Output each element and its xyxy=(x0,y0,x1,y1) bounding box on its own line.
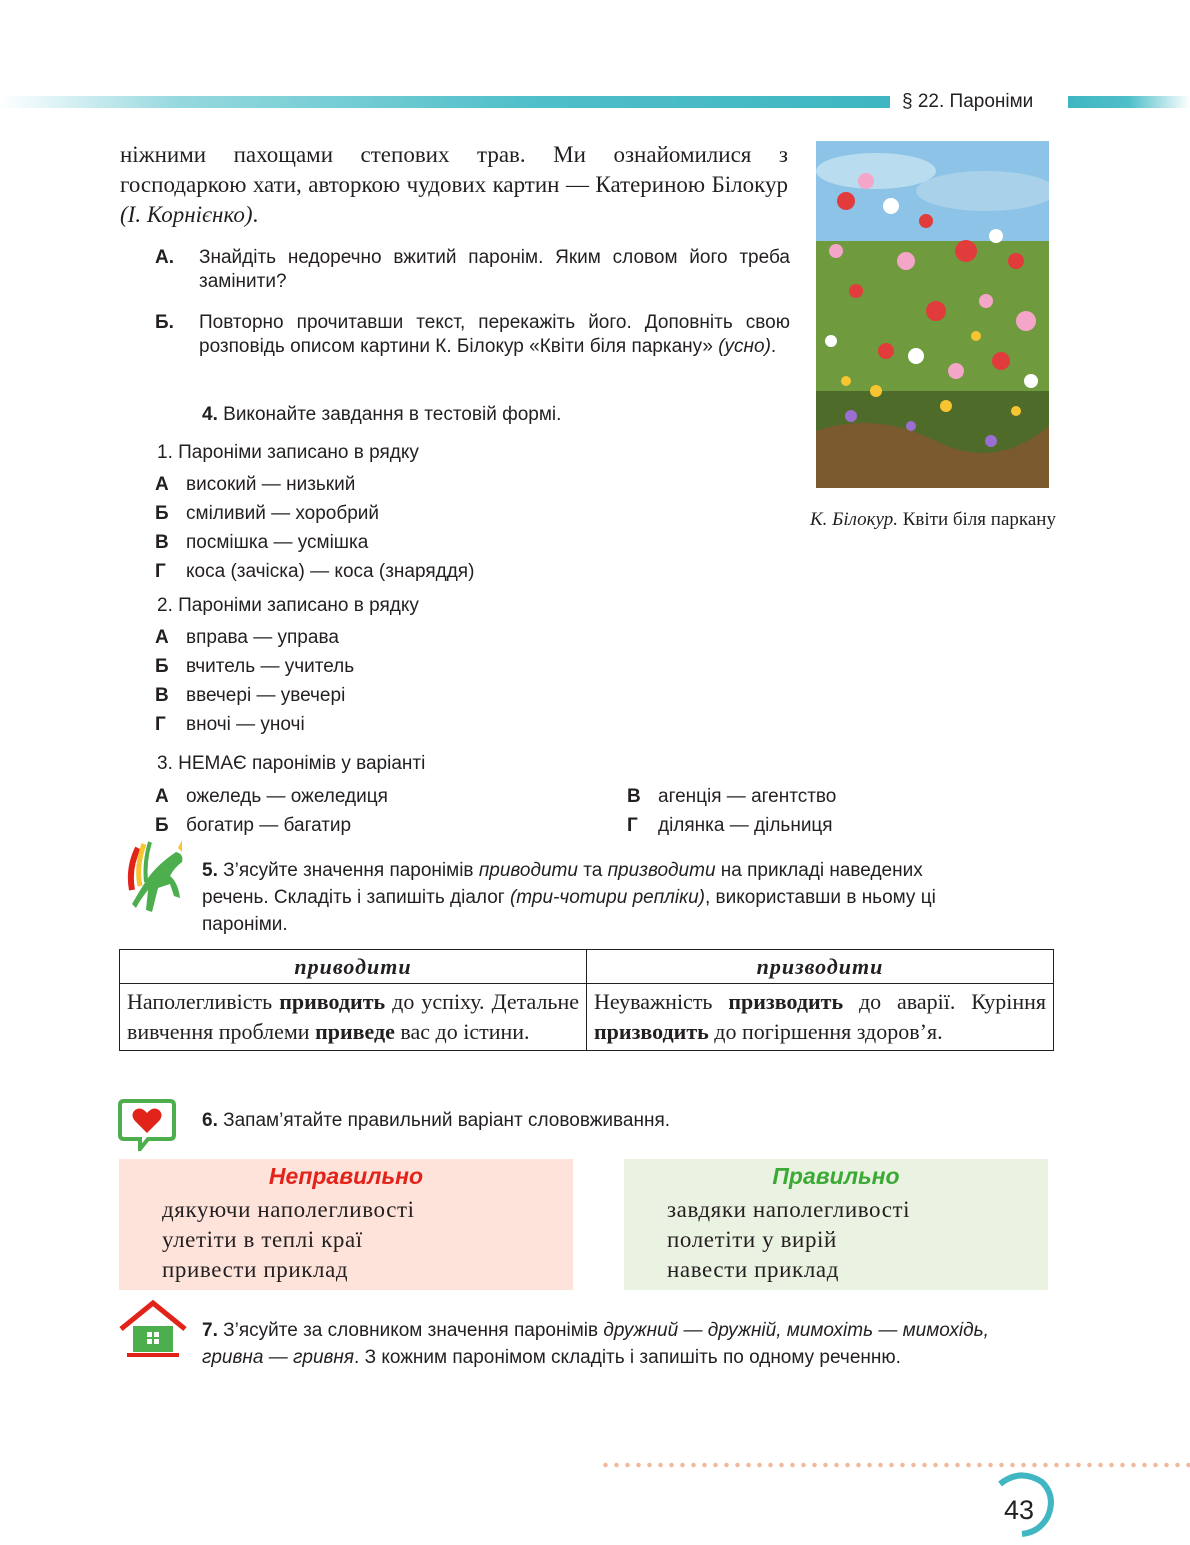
right-item: навести приклад xyxy=(667,1257,840,1282)
wrong-usage-box xyxy=(119,1159,573,1290)
section-title: § 22. Пароніми xyxy=(902,91,1034,112)
page-number: 43 xyxy=(1004,1495,1035,1525)
wrong-item: улетіти в теплі краї xyxy=(162,1227,363,1252)
question-b: Б. Повторно прочитавши текст, перекажіть його. Доповніть свою розповідь описом картини К. Білокур «Квіти біля паркану» (усно). xyxy=(155,312,790,357)
intro-paragraph: ніжними пахощами степових трав. Ми ознайомилися з господаркою хати, авторкою чудових картин — Катериною Білокур (І. Корнієнко). xyxy=(120,142,788,227)
house-icon xyxy=(119,1299,187,1359)
unicorn-icon xyxy=(118,838,198,922)
right-item: полетіти у вирій xyxy=(667,1227,837,1252)
header-bar-right xyxy=(1068,96,1190,108)
wrong-item: привести приклад xyxy=(162,1257,349,1282)
test2-stem: 2. Пароніми записано в рядку xyxy=(157,595,419,616)
paronyms-table xyxy=(119,949,1054,1051)
header-bar-left xyxy=(0,96,890,108)
task4-heading: 4. Виконайте завдання в тестовій формі. xyxy=(202,404,562,425)
test3-stem: 3. НЕМАЄ паронімів у варіанті xyxy=(157,753,426,774)
task7-text: 7. З’ясуйте за словником значення паронімів дружний — дружній, мимохіть — мимохідь, гривна — гривня. З кожним паронімом складіть і запишіть по одному реченню. xyxy=(202,1320,989,1368)
table-header-left: приводити xyxy=(120,950,587,984)
table-header-right: призводити xyxy=(587,950,1054,984)
right-item: завдяки наполегливості xyxy=(667,1197,911,1222)
question-a: А. Знайдіть недоречно вжитий паронім. Яким словом його треба замінити? xyxy=(155,247,790,292)
task5-text: 5. З’ясуйте значення паронімів приводити та призводити на прикладі наведених речень. Складіть і запишіть діалог (три-чотири репліки), використавши в ньому ці пароніми. xyxy=(202,860,936,935)
task6-text: 6. Запам’ятайте правильний варіант слововживання. xyxy=(202,1110,671,1131)
right-usage-box xyxy=(624,1159,1048,1290)
intro-source: (І. Корнієнко) xyxy=(120,202,253,227)
heart-speech-icon xyxy=(118,1099,176,1151)
painting-image xyxy=(816,141,1049,488)
wrong-title: Неправильно xyxy=(268,1163,424,1189)
right-title: Правильно xyxy=(772,1163,900,1189)
table-cell-right: Неуважність призводить до аварії. Куріння призводить до погіршення здоров’я. xyxy=(587,984,1054,1051)
wrong-item: дякуючи наполегливості xyxy=(162,1197,415,1222)
table-cell-left: Наполегливість приводить до успіху. Детальне вивчення проблеми приведе вас до істини. xyxy=(120,984,587,1051)
footer-dots xyxy=(600,1461,1190,1469)
painting-caption: К. Білокур. Квіти біля паркану xyxy=(810,509,1056,530)
test1-stem: 1. Пароніми записано в рядку xyxy=(157,442,419,463)
